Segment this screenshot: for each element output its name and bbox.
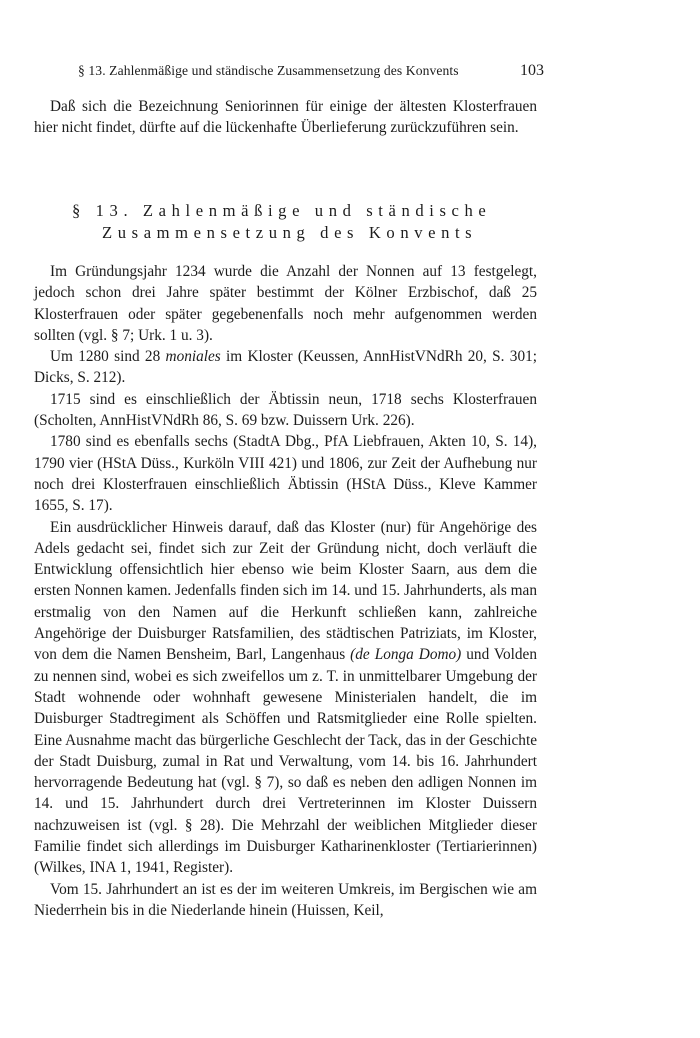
running-head-title: § 13. Zahlenmäßige und ständische Zusammensetzung des Konvents bbox=[78, 63, 459, 78]
paragraph-1280 bbox=[34, 346, 537, 389]
paragraph-1715: 1715 sind es einschließlich der Äbtissin neun, 1718 sechs Klosterfrauen (Scholten, AnnHistVNdRh 86, S. 69 bzw. Duissern Urk. 226). bbox=[34, 390, 537, 430]
intro-paragraph: Daß sich die Bezeichnung Seniorinnen für einige der ältesten Klosterfrauen hier nicht findet, dürfte auf die lückenhafte Überlieferung zurückzuführen sein. bbox=[34, 98, 537, 137]
paragraph-founding: Im Gründungsjahr 1234 wurde die Anzahl der Nonnen auf 13 festgelegt, jedoch schon drei Jahre später bestimmt der Kölner Erzbischof, daß 25 Klosterfrauen oder später gegebenenfalls noch mehr aufgenommen werden sollten (vgl. § 7; Urk. 1 u. 3). bbox=[34, 263, 537, 344]
section-heading-line-2: Zusammensetzung des Konvents bbox=[102, 223, 478, 242]
paragraph-1780: 1780 sind es ebenfalls sechs (StadtA Dbg., PfA Liebfrauen, Akten 10, S. 14), 1790 vier (HStA Düss., Kurköln VIII 421) und 1806, zur Zeit der Aufhebung nur noch drei Klosterfrauen einschließlich Äbtissin (HStA Düss., Kleve Kammer 1655, S. 17). bbox=[34, 433, 537, 515]
paragraph-nobility-italic: (de Longa Domo) bbox=[350, 646, 462, 664]
paragraph-15th-century: Vom 15. Jahrhundert an ist es der im weiteren Umkreis, im Bergischen wie am Niederrhein bis in die Niederlande hinein (Huissen, Keil, bbox=[34, 880, 537, 919]
section-body bbox=[34, 261, 537, 921]
running-head bbox=[78, 62, 544, 82]
paragraph-nobility-text-a: Ein ausdrücklicher Hinweis darauf, daß das Kloster (nur) für Angehörige des Adels gedacht sei, findet sich zur Zeit der Gründung nicht, doch verläuft die Entwicklung offensichtlich hier ebenso wie beim Kloster Saarn, aus dem die ersten Nonnen kamen. Jedenfalls finden sich im 14. und 15. Jahrhunderts, als man erstmalig von den Namen auf die Herkunft schließen kann, zahlreiche Angehörige der Duisburger Ratsfamilien, des städtischen Patriziats, im Kloster, von dem die Namen Bensheim, Barl, Langenhaus bbox=[34, 518, 537, 664]
paragraph-nobility bbox=[34, 517, 537, 879]
section-heading bbox=[72, 200, 502, 244]
paragraph-nobility-text-b: und Volden zu nennen sind, wobei es sich zweifellos um z. T. in unmittelbarer Umgebung der Stadt wohnende oder wohnhaft gewesene Ministerialen handelt, die im Duisburger Stadtregiment als Schöffen und Ratsmitglieder eine Rolle spielten. Eine Ausnahme macht das bürgerliche Geschlecht der Tack, das in der Geschichte der Stadt Duisburg, zumal in Rat und Verwaltung, vom 14. bis 16. Jahrhundert hervorragende Bedeutung hat (vgl. § 7), so daß es neben den adligen Nonnen im 14. und 15. Jahrhundert durch drei Vertreterinnen im Kloster Duissern nachzuweisen ist (vgl. § 28). Die Mehrzahl der weiblichen Mitglieder dieser Familie findet sich allerdings im Duisburger Katharinenkloster (Tertiarierinnen) (Wilkes, INA 1, 1941, Register). bbox=[34, 646, 537, 877]
paragraph-1280-text-b: im Kloster (Keussen, AnnHistVNdRh 20, S. 301; Dicks, S. 212). bbox=[34, 348, 537, 387]
paragraph-1280-italic: moniales bbox=[165, 348, 221, 366]
intro-text-block bbox=[34, 96, 537, 139]
paragraph-1280-text-a: Um 1280 sind 28 bbox=[50, 348, 166, 366]
section-heading-line-1: § 13. Zahlenmäßige und ständische bbox=[72, 201, 492, 220]
page-number: 103 bbox=[520, 62, 544, 79]
